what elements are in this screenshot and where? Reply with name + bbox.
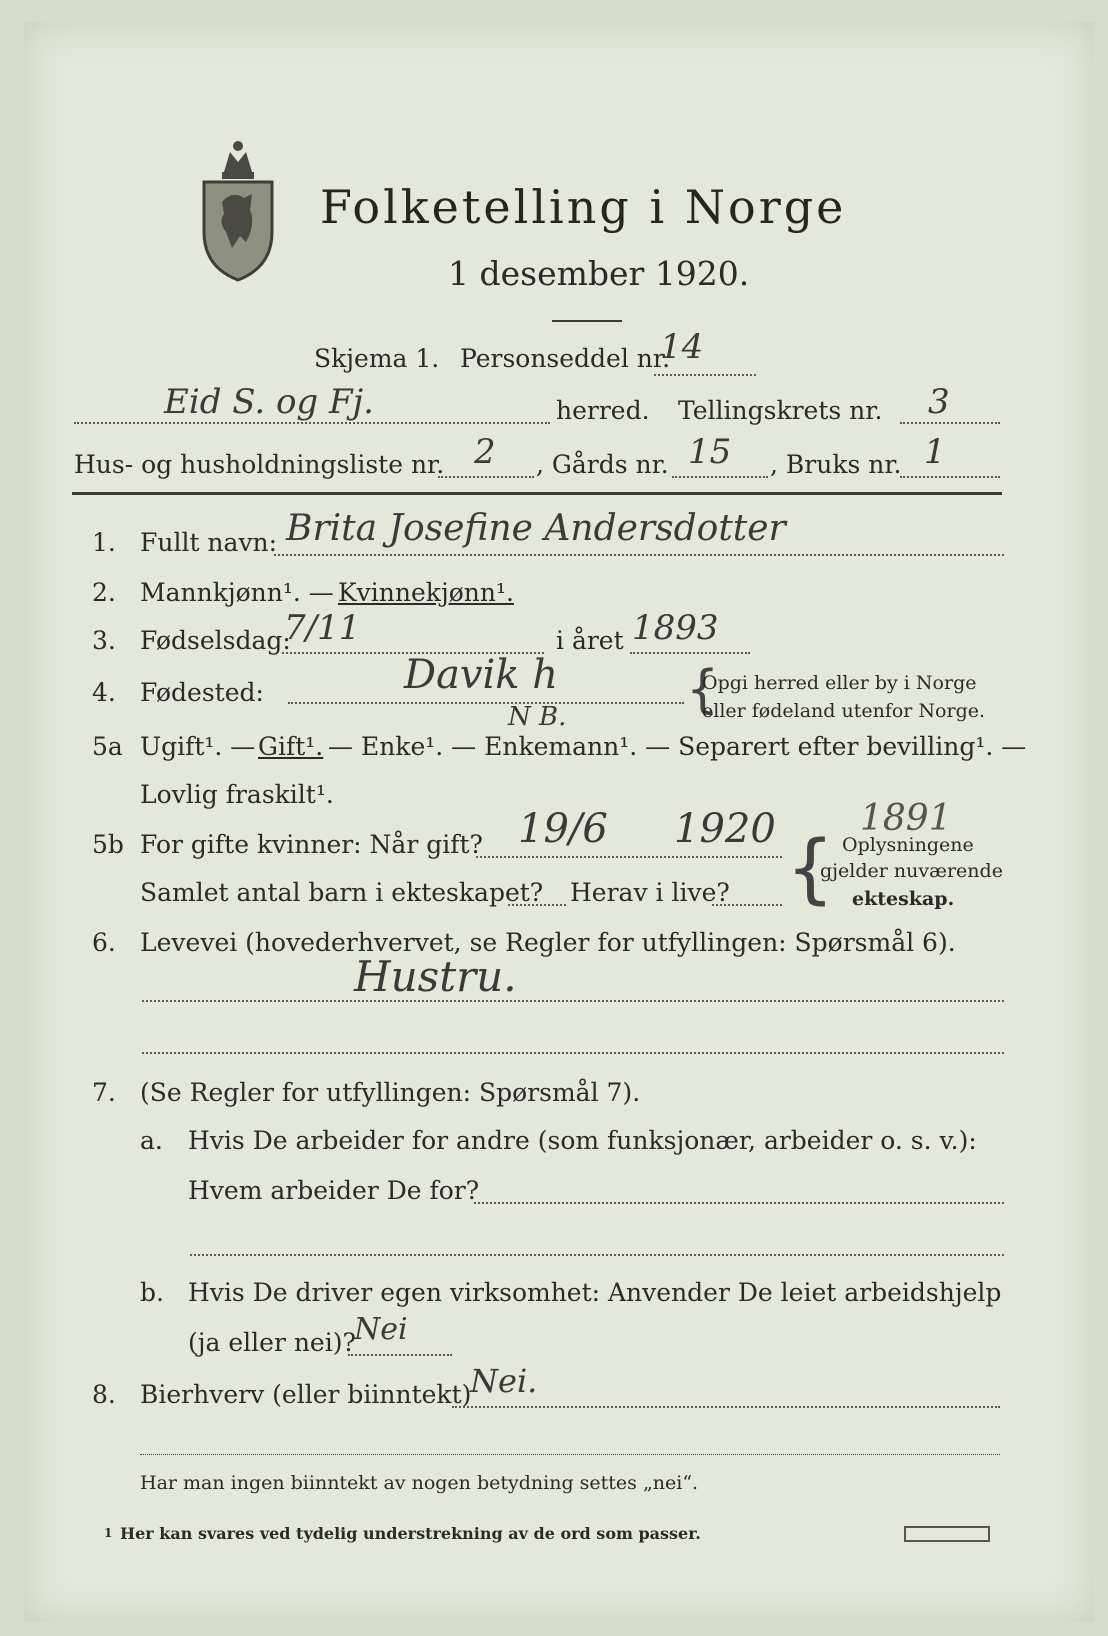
footnote-text: Her kan svares ved tydelig understrekning av de ord som passer. (120, 1524, 701, 1543)
q5a-ugift: Ugift¹. — (140, 732, 256, 761)
q2-male-label: Mannkjønn¹. — (140, 578, 334, 607)
birth-year-value[interactable]: 1893 (632, 608, 719, 648)
birthday-value[interactable]: 7/11 (284, 608, 361, 648)
q1-number: 1. (92, 528, 116, 557)
census-date: 1 desember 1920. (448, 254, 750, 293)
title-divider (552, 320, 622, 322)
year-label: i året (556, 626, 624, 655)
form-title: Folketelling i Norge (320, 180, 847, 234)
personseddel-value[interactable]: 14 (660, 327, 704, 367)
q3-label: Fødselsdag: (140, 626, 291, 655)
bruks-label: , Bruks nr. (770, 450, 902, 479)
q7b-text-2: (ja eller nei)? (188, 1328, 356, 1357)
gards-label: , Gårds nr. (536, 450, 669, 479)
birthplace-value[interactable]: Davik h (404, 652, 559, 698)
q7a-text: Hvis De arbeider for andre (som funksjonær, arbeider o. s. v.): (188, 1126, 977, 1155)
personseddel-label: Personseddel nr. (460, 344, 671, 373)
q5a-number: 5a (92, 732, 123, 761)
occupation-value[interactable]: Hustru. (354, 952, 517, 1001)
q2-number: 2. (92, 578, 116, 607)
section-divider (72, 492, 1002, 495)
q5a-gift[interactable]: Gift¹. (258, 732, 324, 761)
q5b-note-3: ekteskap. (852, 888, 955, 910)
gards-value[interactable]: 15 (688, 432, 732, 472)
birthplace-instruction-2: eller fødeland utenfor Norge. (702, 700, 986, 722)
q6-label: Levevei (hovederhvervet, se Regler for utfyllingen: Spørsmål 6). (140, 928, 956, 957)
q5b-children-label: Samlet antal barn i ekteskapet? (140, 878, 544, 907)
q7b-text: Hvis De driver egen virksomhet: Anvender De leiet arbeidshjelp (188, 1278, 1002, 1307)
q7-label: (Se Regler for utfyllingen: Spørsmål 7). (140, 1078, 641, 1107)
husliste-value[interactable]: 2 (474, 432, 496, 472)
q8-number: 8. (92, 1380, 116, 1409)
q6-number: 6. (92, 928, 116, 957)
q5a-fraskilt: Lovlig fraskilt¹. (140, 780, 334, 809)
herred-label: herred. (556, 396, 650, 425)
bruks-value[interactable]: 1 (924, 432, 946, 472)
q7b-number: b. (140, 1278, 164, 1307)
q7-number: 7. (92, 1078, 116, 1107)
tellingskrets-value[interactable]: 3 (928, 382, 950, 422)
q5b-note-2: gjelder nuværende (820, 860, 1003, 882)
marriage-extra-value[interactable]: 1891 (860, 798, 952, 839)
footnote-mark: 1 (104, 1526, 113, 1540)
tellingskrets-label: Tellingskrets nr. (678, 396, 883, 425)
coat-of-arms-icon (196, 132, 280, 282)
marriage-year-value[interactable]: 1920 (674, 806, 776, 852)
q7a-text-2: Hvem arbeider De for? (188, 1176, 480, 1205)
q5b-alive-label: Herav i live? (570, 878, 730, 907)
q5b-number: 5b (92, 830, 124, 859)
herred-value[interactable]: Eid S. og Fj. (164, 382, 374, 422)
q7b-value[interactable]: Nei (354, 1312, 408, 1347)
q5b-label: For gifte kvinner: Når gift? (140, 830, 483, 859)
q8-label: Bierhverv (eller biinntekt) (140, 1380, 472, 1409)
q1-label: Fullt navn: (140, 528, 278, 557)
q5a-options: — Enke¹. — Enkemann¹. — Separert efter bevilling¹. — (328, 732, 1027, 761)
husliste-label: Hus- og husholdningsliste nr. (74, 450, 445, 479)
q7a-number: a. (140, 1126, 163, 1155)
census-form: Folketelling i Norge 1 desember 1920. Skjema 1. Personseddel nr. 14 Eid S. og Fj. herred. Tellingskrets nr. 3 Hus- og husholdningsliste nr. 2 , Gårds nr. 15 , Bruks nr. 1 1. Fullt navn: Brita Josefine Andersdotter 2. Mannkjønn¹. — Kvinnekjønn¹. 3. Fødselsdag: 7/11 i året 1893 4. Fødested: Davik h N B. { Opgi herred eller by i Norge eller fødeland utenfor Norge. 5a Ugift¹. — Gift¹. — Enke¹. — Enkemann¹. — Separert efter bevilling¹. — Lovlig fraskilt¹. 5b For gifte kvinner: Når gift? 19/6 1920 1891 Samlet antal barn i ekteskapet? Herav i live? { Oplysningene gjelder nuværende ekteskap. 6. Levevei (hovederhvervet, se Regler for utfyllingen: Spørsmål 6). Hustru. 7. (Se Regler for utfyllingen: Spørsmål 7). a. Hvis De arbeider for andre (som funksjonær, arbeider o. s. v.): Hvem arbeider De for? b. Hvis De driver egen virksomhet: Anvender De leiet arbeidshjelp (ja eller nei)? Nei 8. Bierhverv (eller biinntekt) Nei. Har man ingen biinntekt av nogen betydning settes „nei“. 1 Her kan svares ved tydelig understrekning av de ord som passer. (24, 22, 1094, 1622)
full-name-value[interactable]: Brita Josefine Andersdotter (286, 508, 786, 549)
birthplace-note[interactable]: N B. (508, 702, 567, 732)
q4-number: 4. (92, 678, 116, 707)
q3-number: 3. (92, 626, 116, 655)
q5b-note-1: Oplysningene (842, 834, 974, 856)
marriage-date-value[interactable]: 19/6 (518, 806, 608, 852)
q4-label: Fødested: (140, 678, 264, 707)
printer-stamp (904, 1526, 990, 1542)
q2-female-label[interactable]: Kvinnekjønn¹. (338, 578, 514, 607)
footer-note: Har man ingen biinntekt av nogen betydning settes „nei“. (140, 1472, 699, 1494)
q8-value[interactable]: Nei. (470, 1362, 538, 1400)
skjema-label: Skjema 1. (314, 344, 440, 373)
birthplace-instruction-1: Opgi herred eller by i Norge (702, 672, 977, 694)
